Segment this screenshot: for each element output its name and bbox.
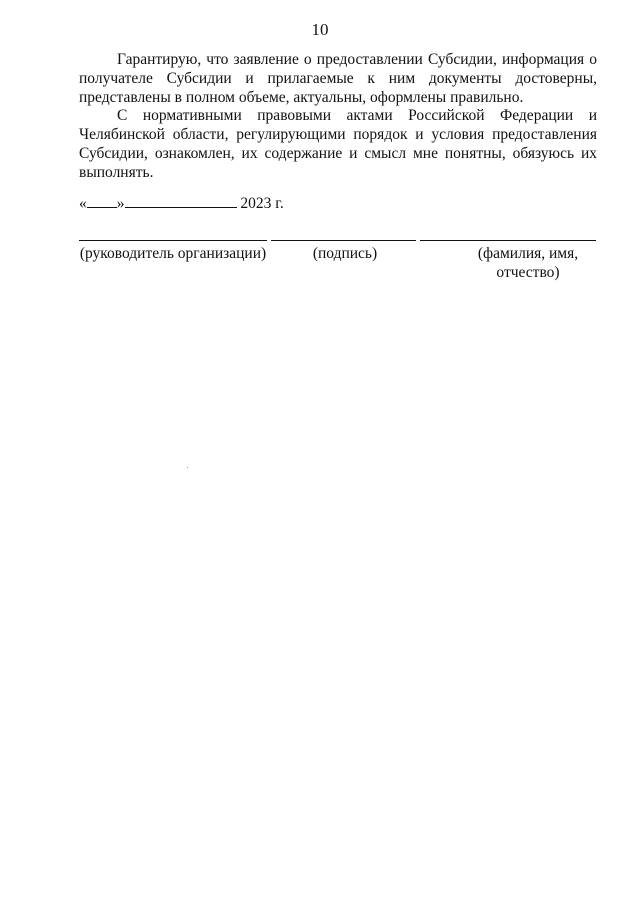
guarantee-paragraph: Гарантирую, что заявление о предоставлении Субсидии, информация о получателе Субсидии и прилагаемые к ним документы достоверны, представлены в полном объеме, актуальны, оформлены правильно. xyxy=(79,51,597,106)
day-blank[interactable] xyxy=(87,193,117,208)
date-line xyxy=(79,193,284,213)
date-year: 2023 г. xyxy=(240,195,284,212)
acknowledgement-paragraph: С нормативными правовыми актами Российской Федерации и Челябинской области, регулирующими порядок и условия предоставления Субсидии, ознакомлен, их содержание и смысл мне понятны, обязуюсь их выполнять. xyxy=(79,107,597,181)
signature-line-head[interactable] xyxy=(79,240,267,241)
scan-speck xyxy=(187,467,188,468)
page-number: 10 xyxy=(311,20,329,39)
signature-line-sign[interactable] xyxy=(271,240,416,241)
caption-head-of-organization: (руководитель организации) xyxy=(79,245,267,262)
caption-full-name: (фамилия, имя, отчество) xyxy=(477,245,579,281)
caption-signature: (подпись) xyxy=(312,245,378,262)
month-blank[interactable] xyxy=(125,193,237,208)
date-open-quote: « xyxy=(79,195,87,212)
date-close-quote: » xyxy=(116,195,125,212)
signature-line-name[interactable] xyxy=(420,240,596,241)
